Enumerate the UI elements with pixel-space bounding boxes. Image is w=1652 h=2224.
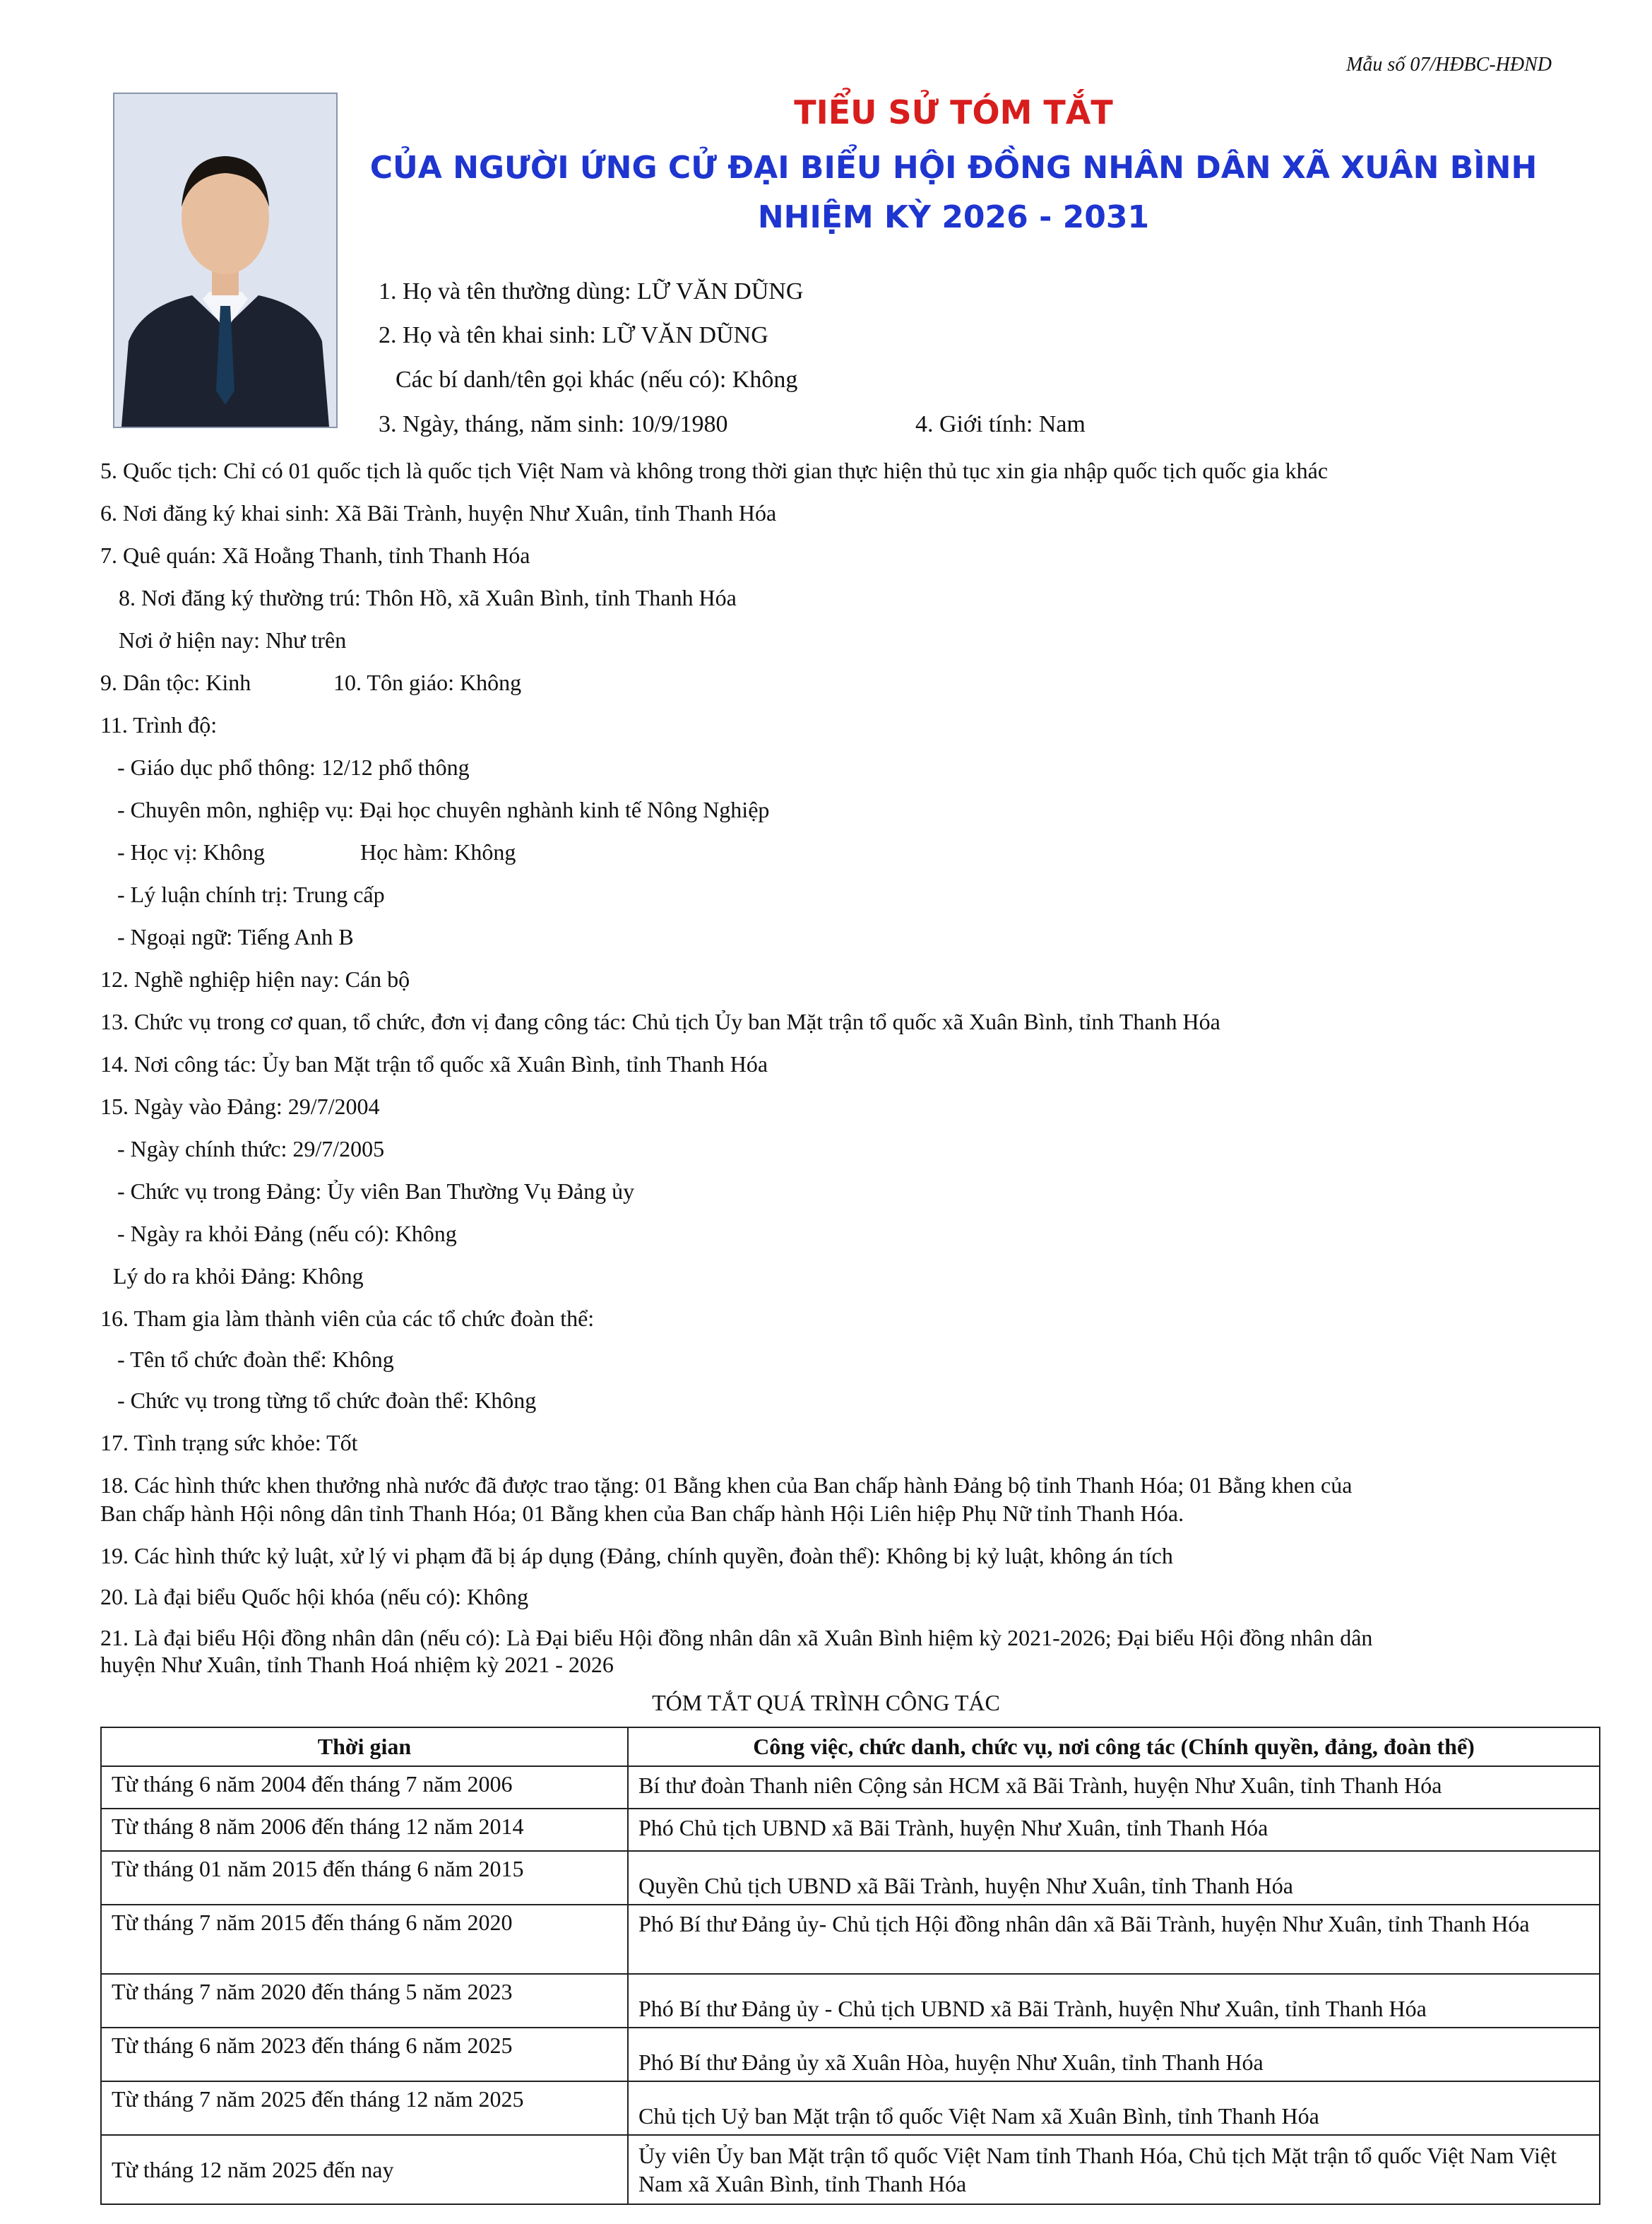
work-cell: Phó Bí thư Đảng ủy- Chủ tịch Hội đồng nhân dân xã Bãi Trành, huyện Như Xuân, tỉnh Thanh Hóa: [628, 1905, 1600, 1974]
table-row: [101, 1974, 1600, 2028]
time-cell: Từ tháng 6 năm 2004 đến tháng 7 năm 2006: [101, 1766, 628, 1809]
time-cell: Từ tháng 8 năm 2006 đến tháng 12 năm 2014: [101, 1809, 628, 1851]
field-foreign-language: - Ngoại ngữ: Tiếng Anh B: [117, 924, 354, 950]
field-council-line2: huyện Như Xuân, tỉnh Thanh Hoá nhiệm kỳ 2021 - 2026: [100, 1652, 614, 1677]
field-party-join-date: 15. Ngày vào Đảng: 29/7/2004: [100, 1094, 380, 1119]
field-birth-date: 3. Ngày, tháng, năm sinh: 10/9/1980: [379, 411, 728, 437]
field-birth-registration: 6. Nơi đăng ký khai sinh: Xã Bãi Trành, huyện Như Xuân, tỉnh Thanh Hóa: [100, 500, 777, 526]
field-political-theory: - Lý luận chính trị: Trung cấp: [117, 882, 385, 907]
work-history-table: [100, 1727, 1600, 2205]
table-row: [101, 2135, 1600, 2204]
field-hometown: 7. Quê quán: Xã Hoằng Thanh, tỉnh Thanh Hóa: [100, 543, 530, 568]
time-cell: Từ tháng 6 năm 2023 đến tháng 6 năm 2025: [101, 2028, 628, 2081]
field-occupation: 12. Nghề nghiệp hiện nay: Cán bộ: [100, 966, 410, 992]
field-organizations: 16. Tham gia làm thành viên của các tổ chức đoàn thể:: [100, 1306, 595, 1331]
field-ethnicity: 9. Dân tộc: Kinh: [100, 670, 251, 695]
table-row: [101, 2081, 1600, 2135]
table-row: [101, 1809, 1600, 1851]
field-general-education: - Giáo dục phổ thông: 12/12 phổ thông: [117, 755, 470, 780]
work-cell: Phó Bí thư Đảng ủy - Chủ tịch UBND xã Bãi Trành, huyện Như Xuân, tỉnh Thanh Hóa: [628, 1974, 1600, 2028]
table-header-row: [101, 1727, 1600, 1766]
work-cell: Quyền Chủ tịch UBND xã Bãi Trành, huyện Như Xuân, tỉnh Thanh Hóa: [628, 1851, 1600, 1905]
field-education-heading: 11. Trình độ:: [100, 712, 218, 738]
field-party-position: - Chức vụ trong Đảng: Ủy viên Ban Thường Vụ Đảng ủy: [117, 1178, 635, 1204]
field-aliases: Các bí danh/tên gọi khác (nếu có): Không: [396, 367, 798, 393]
table-row: [101, 1851, 1600, 1905]
portrait-photo: [113, 93, 338, 428]
form-number: Mẫu số 07/HĐBC-HĐND: [1346, 54, 1552, 76]
field-position: 13. Chức vụ trong cơ quan, tổ chức, đơn vị đang công tác: Chủ tịch Ủy ban Mặt trận tổ quốc xã Xuân Bình, tỉnh Thanh Hóa: [100, 1009, 1220, 1034]
work-cell: Bí thư đoàn Thanh niên Cộng sản HCM xã Bãi Trành, huyện Như Xuân, tỉnh Thanh Hóa: [628, 1766, 1600, 1809]
work-cell: Chủ tịch Uỷ ban Mặt trận tổ quốc Việt Nam xã Xuân Bình, tỉnh Thanh Hóa: [628, 2081, 1600, 2135]
field-organization-name: - Tên tổ chức đoàn thể: Không: [117, 1347, 394, 1372]
field-religion: 10. Tôn giáo: Không: [333, 670, 522, 695]
time-cell: Từ tháng 7 năm 2015 đến tháng 6 năm 2020: [101, 1905, 628, 1974]
table-row: [101, 1905, 1600, 1974]
time-cell: Từ tháng 01 năm 2015 đến tháng 6 năm 2015: [101, 1851, 628, 1905]
work-history-heading: TÓM TẮT QUÁ TRÌNH CÔNG TÁC: [652, 1690, 1000, 1715]
document-subtitle: CỦA NGƯỜI ỨNG CỬ ĐẠI BIỂU HỘI ĐỒNG NHÂN DÂN XÃ XUÂN BÌNH: [369, 150, 1538, 186]
work-cell: Ủy viên Ủy ban Mặt trận tổ quốc Việt Nam tỉnh Thanh Hóa, Chủ tịch Mặt trận tổ quốc Việt Nam Việt Nam xã Xuân Bình, tỉnh Thanh Hóa: [628, 2135, 1600, 2204]
field-workplace: 14. Nơi công tác: Ủy ban Mặt trận tổ quốc xã Xuân Bình, tỉnh Thanh Hóa: [100, 1051, 768, 1077]
work-cell: Phó Bí thư Đảng ủy xã Xuân Hòa, huyện Như Xuân, tỉnh Thanh Hóa: [628, 2028, 1600, 2081]
column-header-time: Thời gian: [101, 1727, 628, 1766]
time-cell: Từ tháng 7 năm 2025 đến tháng 12 năm 2025: [101, 2081, 628, 2135]
field-national-assembly: 20. Là đại biểu Quốc hội khóa (nếu có): Không: [100, 1584, 529, 1609]
field-degree: - Học vị: Không: [117, 839, 265, 865]
field-awards-line2: Ban chấp hành Hội nông dân tỉnh Thanh Hóa; 01 Bằng khen của Ban chấp hành Hội Liên hiệp Phụ Nữ tỉnh Thanh Hóa.: [100, 1501, 1184, 1526]
field-health: 17. Tình trạng sức khỏe: Tốt: [100, 1430, 358, 1455]
field-party-leave-reason: Lý do ra khỏi Đảng: Không: [113, 1263, 364, 1289]
table-row: [101, 1766, 1600, 1809]
time-cell: Từ tháng 12 năm 2025 đến nay: [101, 2135, 628, 2204]
work-cell: Phó Chủ tịch UBND xã Bãi Trành, huyện Như Xuân, tỉnh Thanh Hóa: [628, 1809, 1600, 1851]
field-council-line1: 21. Là đại biểu Hội đồng nhân dân (nếu có): Là Đại biểu Hội đồng nhân dân xã Xuân Bình hiệm kỳ 2021-2026; Đại biểu Hội đồng nhân dân: [100, 1625, 1373, 1650]
document-title: TIỂU SỬ TÓM TẮT: [794, 93, 1113, 131]
field-academic-title: Học hàm: Không: [360, 839, 516, 865]
column-header-work: Công việc, chức danh, chức vụ, nơi công tác (Chính quyền, đảng, đoàn thể): [628, 1727, 1600, 1766]
field-current-residence: Nơi ở hiện nay: Như trên: [119, 627, 347, 653]
field-permanent-residence: 8. Nơi đăng ký thường trú: Thôn Hồ, xã Xuân Bình, tỉnh Thanh Hóa: [119, 585, 737, 610]
time-cell: Từ tháng 7 năm 2020 đến tháng 5 năm 2023: [101, 1974, 628, 2028]
field-birth-name: 2. Họ và tên khai sinh: LỮ VĂN DŨNG: [379, 322, 768, 348]
field-party-leave-date: - Ngày ra khỏi Đảng (nếu có): Không: [117, 1221, 457, 1246]
portrait-figure-icon: [114, 94, 336, 427]
field-party-official-date: - Ngày chính thức: 29/7/2005: [117, 1136, 385, 1161]
field-discipline: 19. Các hình thức kỷ luật, xử lý vi phạm đã bị áp dụng (Đảng, chính quyền, đoàn thể): Không bị kỷ luật, không án tích: [100, 1543, 1173, 1568]
field-common-name: 1. Họ và tên thường dùng: LỮ VĂN DŨNG: [379, 278, 804, 304]
field-organization-position: - Chức vụ trong từng tổ chức đoàn thể: Không: [117, 1388, 537, 1413]
field-nationality: 5. Quốc tịch: Chỉ có 01 quốc tịch là quốc tịch Việt Nam và không trong thời gian thực hiện thủ tục xin gia nhập quốc tịch quốc gia khác: [100, 458, 1329, 483]
field-awards-line1: 18. Các hình thức khen thưởng nhà nước đã được trao tặng: 01 Bằng khen của Ban chấp hành Đảng bộ tỉnh Thanh Hóa; 01 Bằng khen của: [100, 1472, 1353, 1498]
field-gender: 4. Giới tính: Nam: [915, 411, 1086, 437]
table-row: [101, 2028, 1600, 2081]
term-title: NHIỆM KỲ 2026 - 2031: [757, 199, 1150, 235]
field-specialization: - Chuyên môn, nghiệp vụ: Đại học chuyên nghành kinh tế Nông Nghiệp: [117, 797, 770, 822]
